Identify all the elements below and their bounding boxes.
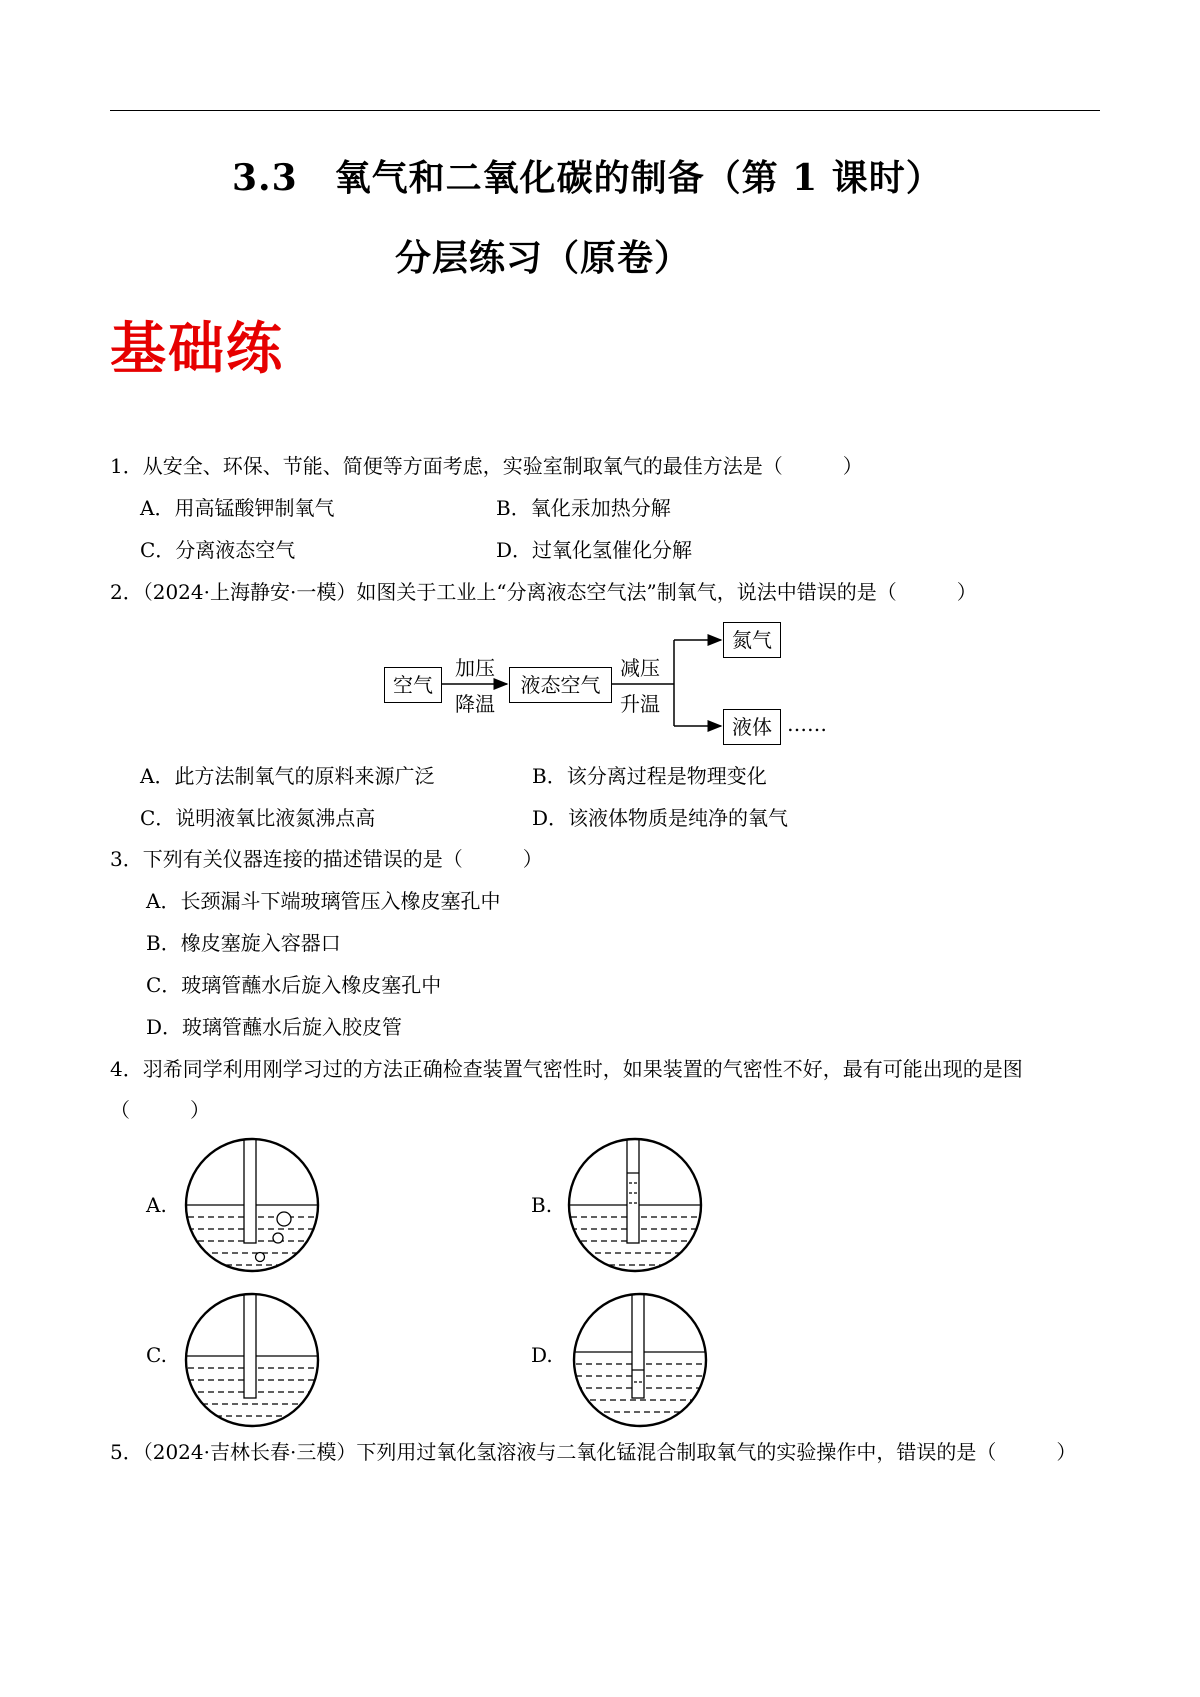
q3-option-d: D．玻璃管蘸水后旋入胶皮管 [146,1015,403,1039]
q5-stem: 5．（2024·吉林长春·三模）下列用过氧化氢溶液与二氧化锰混合制取氧气的实验操作中，错误的是（ ） [110,1440,1077,1464]
ellipsis: …… [787,712,827,736]
q1-option-c: C．分离液态空气 [140,538,296,562]
nitrogen-box: 氮气 [723,622,781,658]
q4-figure-d [570,1290,710,1430]
q1-option-a: A．用高锰酸钾制氧气 [140,496,335,520]
q2-option-c: C．说明液氧比液氮沸点高 [140,806,376,830]
q1-option-d: D．过氧化氢催化分解 [496,538,693,562]
step1-top-label: 加压 [455,656,495,680]
q2-option-a: A．此方法制氧气的原料来源广泛 [140,764,435,788]
q4-figure-b [565,1135,705,1275]
page-title: 3.3 氧气和二氧化碳的制备（第 1 课时） [232,157,943,199]
q2-stem: 2．（2024·上海静安·一模）如图关于工业上“分离液态空气法”制氧气，说法中错误的是（ ） [110,580,977,604]
q4-option-d-label: D. [531,1343,553,1367]
step2-top-label: 减压 [620,656,660,680]
step1-bottom-label: 降温 [455,692,495,716]
q4-option-b-label: B. [531,1193,553,1217]
page-subtitle: 分层练习（原卷） [395,237,692,279]
q4-figure-c [182,1290,322,1430]
q4-option-c-label: C. [146,1343,167,1367]
section-heading: 基础练 [110,316,284,382]
q3-option-c: C．玻璃管蘸水后旋入橡皮塞孔中 [146,973,442,997]
q4-option-a-label: A. [146,1193,167,1217]
q4-figure-a [182,1135,322,1275]
q2-option-d: D．该液体物质是纯净的氧气 [532,806,789,830]
q3-option-a: A．长颈漏斗下端玻璃管压入橡皮塞孔中 [146,889,501,913]
q4-stem: 4．羽希同学利用刚学习过的方法正确检查装置气密性时，如果装置的气密性不好，最有可能出现的是图 [110,1057,1023,1081]
liquid-air-box: 液态空气 [509,667,612,703]
q2-option-b: B．该分离过程是物理变化 [532,764,767,788]
q1-option-b: B．氧化汞加热分解 [496,496,671,520]
q3-stem: 3．下列有关仪器连接的描述错误的是（ ） [110,847,543,871]
q4-stem-cont: （ ） [110,1098,210,1122]
liquid-box: 液体 [723,709,781,745]
q1-stem: 1．从安全、环保、节能、简便等方面考虑，实验室制取氧气的最佳方法是（ ） [110,454,863,478]
step2-bottom-label: 升温 [620,692,660,716]
air-box: 空气 [384,667,442,703]
q3-option-b: B．橡皮塞旋入容器口 [146,931,341,955]
